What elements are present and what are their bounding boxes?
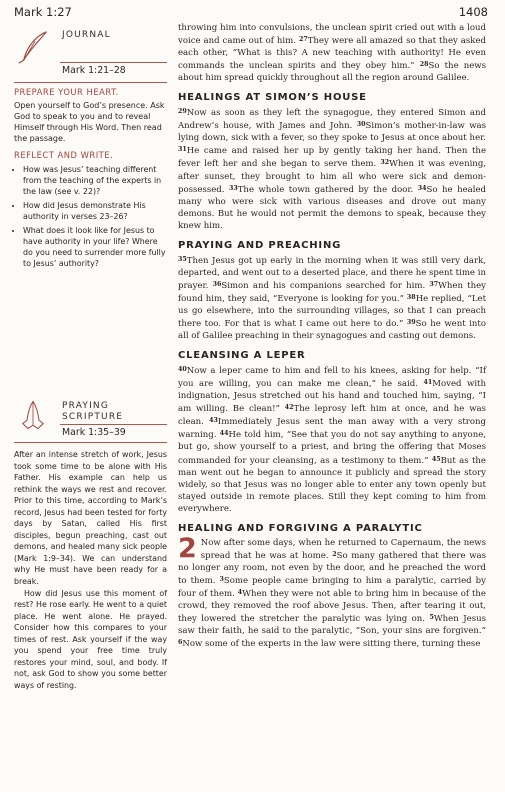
quill-icon bbox=[16, 28, 54, 66]
journal-title: JOURNAL bbox=[62, 30, 111, 40]
praying-passage: Mark 1:35–39 bbox=[62, 427, 126, 438]
praying-paragraph: After an intense stretch of work, Jesus took some time to be alone with His Father. His example can help us rethink the ways we rest and recover. Prior to this time, according to Mark’s record, Jesus had been tested for forty days by Satan, called His first disciples, begun preaching, cast out demons, and healed many sick people (Mark 1:9–34). We can understand why He must have been ready for a break. bbox=[14, 450, 167, 587]
verse-number: 36 bbox=[212, 280, 222, 288]
verse-text: He told him, “See that you do not say anything to anyone, but go, show yourself to a priest, and bring the offering that Moses commanded for your cleansing, as a testimony to them.” bbox=[178, 430, 486, 466]
verse-text: Simon’s mother-in-law was lying down, sick with a fever, so they spoke to Jesus at once about her. bbox=[178, 121, 486, 144]
verse-number: 45 bbox=[431, 455, 441, 463]
journal-passage: Mark 1:21–28 bbox=[62, 65, 126, 76]
section-heading: CLEANSING A LEPER bbox=[178, 350, 306, 362]
verse-text: But as the man went out he began to announce it publicly and spread the story widely, so that Jesus was no longer able to enter any town openly but stayed outside in remote places. Still they kept coming to him from everywhere. bbox=[178, 455, 486, 514]
verse-text: Some people came bringing to him a paralytic, carried by four of them. bbox=[178, 575, 486, 599]
page-number: 1408 bbox=[458, 5, 488, 19]
verse-text: When it was evening, after sunset, they brought to him all who were sick and demon-possessed. bbox=[178, 159, 487, 195]
verse-number: 31 bbox=[178, 146, 187, 154]
verse-text: He replied, “Let us go elsewhere, into the surrounding villages, so that I can preach there too. For that is what I came out here to do.” bbox=[178, 293, 487, 330]
verse-number: 5 bbox=[429, 614, 434, 622]
verse-number: 44 bbox=[219, 430, 229, 438]
verse-text: Now a leper came to him and fell to his knees, asking for help. “If you are willing, you can make me clean,” he said. bbox=[178, 366, 486, 390]
question-item: • What does it look like for Jesus to have authority in your life? Where do you need to surrender more fully to Jesus’ authority? bbox=[23, 225, 167, 269]
praying-body bbox=[14, 449, 167, 691]
praying-hands-icon bbox=[16, 398, 50, 432]
verse-number: 37 bbox=[429, 280, 439, 288]
journal-title-rule bbox=[60, 62, 167, 63]
verse-text: Then Jesus got up early in the morning when it was still very dark, departed, and went out to a deserted place, and there he spent time in prayer. bbox=[178, 255, 486, 291]
verse-text: Moved with indignation, Jesus stretched out his hand and touched him, saying, “I am willing. Be clean!” bbox=[178, 379, 486, 415]
verse-text: When Jesus saw their faith, he said to the paralytic, “Son, your sins are forgiven.” bbox=[178, 614, 486, 637]
verse-number: 28 bbox=[419, 61, 429, 69]
verse-number: 41 bbox=[423, 379, 433, 387]
verse-text: So many gathered that there was no longer any room, not even by the door, and he preached the word to them. bbox=[178, 550, 486, 586]
verse-number: 42 bbox=[284, 404, 294, 412]
verse-number: 39 bbox=[406, 319, 416, 327]
praying-title-rule bbox=[60, 424, 167, 425]
verse-number: 34 bbox=[417, 184, 427, 192]
verse-text: When they were not able to bring him in because of the crowd, they removed the roof above Jesus. Then, after tearing it out, they lowered the stretcher the paralytic was lying on. bbox=[178, 588, 486, 625]
verse-number: 35 bbox=[178, 255, 187, 263]
question-item: • How did Jesus demonstrate His authority in verses 23–26? bbox=[23, 200, 167, 222]
verse-text: He came and raised her up by gently taking her hand. Then the fever left her and she began to serve them. bbox=[178, 146, 486, 170]
verse-group bbox=[178, 551, 486, 649]
scripture-column bbox=[178, 22, 486, 650]
verse-number: 40 bbox=[178, 366, 187, 374]
verse-number: 27 bbox=[298, 36, 308, 44]
verse-text: They were all amazed so that they asked each other, “What is this? A new teaching with authority! He even commands the unclean spirits and they obey him.” bbox=[178, 36, 486, 72]
verse-number: 43 bbox=[209, 417, 218, 425]
verse-text: The leprosy left him at once, and he was clean. bbox=[178, 404, 486, 428]
journal-box bbox=[14, 28, 167, 272]
verse-text: So the news about him spread quickly throughout all the region around Galilee. bbox=[178, 61, 486, 84]
scripture-paragraph bbox=[178, 254, 486, 342]
verse-number: 2 bbox=[332, 550, 337, 558]
running-head-reference: Mark 1:27 bbox=[14, 5, 72, 19]
verse-text: Immediately Jesus sent the man away with a very strong warning. bbox=[178, 417, 486, 441]
reflect-heading: REFLECT AND WRITE. bbox=[14, 150, 114, 161]
verse-number: 32 bbox=[380, 159, 390, 167]
praying-passage-rule bbox=[14, 442, 167, 443]
verse-number: 33 bbox=[228, 184, 238, 192]
verse-number: 29 bbox=[178, 108, 187, 116]
verse-text: throwing him into convulsions, the unclean spirit cried out with a loud voice and came out of him. bbox=[178, 23, 486, 47]
scripture-paragraph bbox=[178, 22, 486, 84]
praying-title-line2: SCRIPTURE bbox=[62, 412, 124, 422]
scripture-paragraph bbox=[178, 364, 486, 515]
verse-number: 38 bbox=[406, 293, 416, 301]
verse-number: 6 bbox=[178, 639, 183, 647]
prepare-text: Open yourself to God’s presence. Ask God to speak to you and to reveal Himself through His Word. Then read the passage. bbox=[14, 101, 165, 144]
section-heading: PRAYING AND PREACHING bbox=[178, 239, 342, 251]
reflection-questions bbox=[14, 164, 167, 269]
verse-text: The whole town gathered by the door. bbox=[237, 184, 418, 195]
verse-text: So he healed many who were sick with various diseases and drove out many demons. But he would not permit the demons to speak, because they knew him. bbox=[178, 184, 486, 231]
verse-number: 3 bbox=[219, 575, 224, 583]
journal-passage-rule bbox=[14, 82, 167, 83]
verse-text: When they found him, they said, “Everyone is looking for you.” bbox=[178, 280, 486, 304]
verse-text: So he went into all of Galilee preaching in their synagogues and casting out demons. bbox=[178, 319, 486, 342]
verse-text: Now as soon as they left the synagogue, they entered Simon and Andrew’s house, with James and John. bbox=[178, 108, 486, 132]
praying-header bbox=[14, 398, 167, 442]
verse-number: 4 bbox=[237, 588, 243, 596]
verse-text: Now after some days, when he returned to Capernaum, the news spread that he was at home. bbox=[200, 537, 486, 561]
praying-title bbox=[62, 401, 123, 423]
scripture-paragraph bbox=[178, 106, 486, 231]
chapter-number: 2 bbox=[178, 532, 197, 564]
question-item: • How was Jesus’ teaching different from the teaching of the experts in the law (see v. 22)? bbox=[23, 164, 167, 197]
section-heading: HEALINGS AT SIMON’S HOUSE bbox=[178, 92, 367, 104]
scripture-paragraph bbox=[178, 532, 486, 650]
verse-text: Simon and his companions searched for him. bbox=[221, 280, 430, 291]
prepare-heading: PREPARE YOUR HEART. bbox=[14, 87, 119, 97]
journal-header bbox=[14, 28, 167, 66]
verse-number: 30 bbox=[356, 121, 366, 129]
verse-text: Now some of the experts in the law were sitting there, turning these bbox=[182, 639, 481, 650]
praying-title-line1: PRAYING bbox=[62, 401, 110, 411]
praying-scripture-box bbox=[14, 398, 167, 691]
section-heading: HEALING AND FORGIVING A PARALYTIC bbox=[178, 522, 423, 534]
praying-paragraph: How did Jesus use this moment of rest? He rose early. He went to a quiet place. He went alone. He prayed. Consider how this compares to your times of rest. Ask yourself if the way you spend your free time truly restores your mind, soul, and body. If not, ask God to show you some better ways of resting. bbox=[14, 588, 167, 690]
